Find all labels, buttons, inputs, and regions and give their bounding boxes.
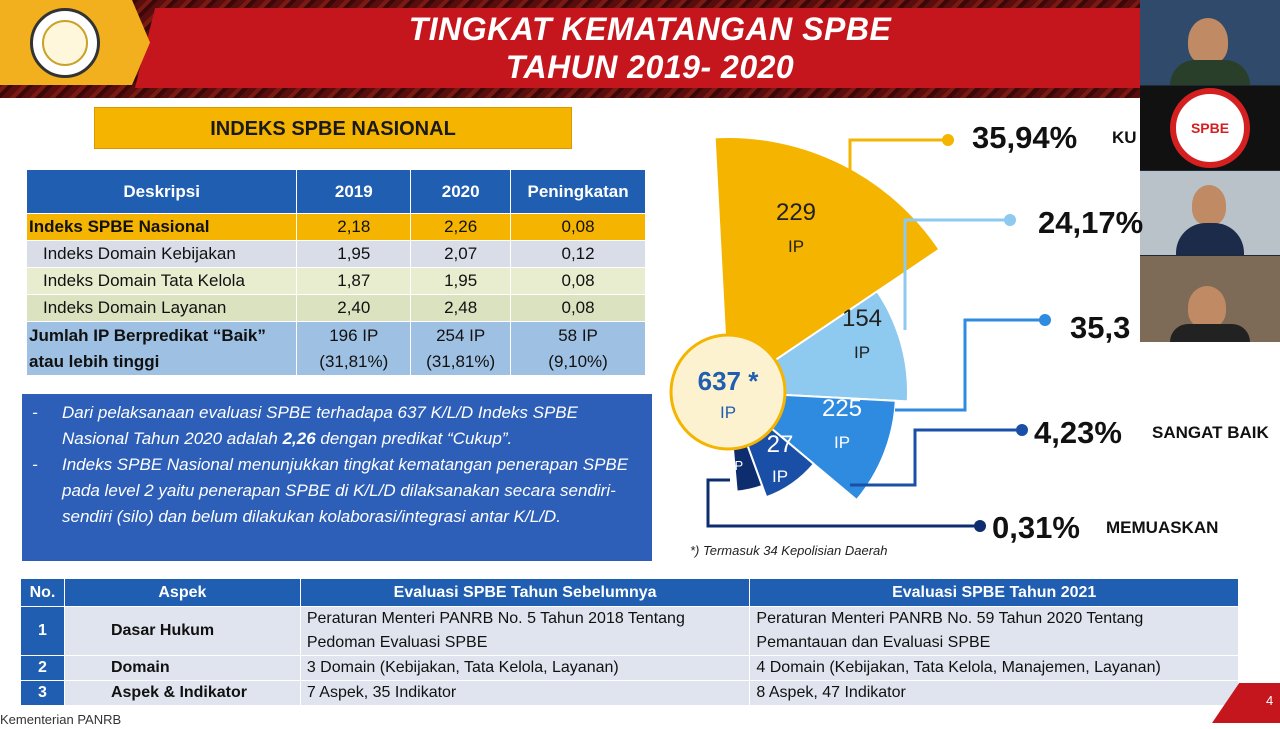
leader-dot-1: [1004, 214, 1016, 226]
center-value: 637 *: [697, 366, 759, 396]
note-item: [32, 452, 638, 530]
table-cell: 1,87: [297, 268, 411, 295]
ministry-logo: [30, 8, 100, 78]
note-text: Indeks SPBE Nasional menunjukkan tingkat kematangan penerapan SPBE pada level 2 yaitu penerapan SPBE di K/L/D dilaksanakan secara sendiri-sendiri (silo) dan belum dilakukan kolaborasi/integrasi antar K/L/D.: [62, 455, 629, 526]
slice-unit-0: IP: [787, 237, 805, 256]
pct-3: 4,23%: [1034, 415, 1122, 450]
table-header: Evaluasi SPBE Tahun 2021: [750, 579, 1239, 607]
table-cell: [511, 322, 646, 376]
table-row: [27, 214, 646, 241]
slice-value-3: 27: [766, 431, 794, 458]
table-header: Aspek: [64, 579, 300, 607]
table-row: [27, 268, 646, 295]
slice-value-1: 154: [841, 305, 883, 332]
pct-0: 35,94%: [972, 120, 1078, 155]
table-cell: 3 Domain (Kebijakan, Tata Kelola, Layanan): [300, 656, 750, 681]
spbe-logo: SPBE: [1170, 88, 1250, 168]
table-cell: 7 Aspek, 35 Indikator: [300, 681, 750, 706]
table-cell: 2,07: [411, 241, 511, 268]
table-cell: 2,40: [297, 295, 411, 322]
title-line-2: TAHUN 2019- 2020: [505, 49, 795, 85]
table-row: [27, 241, 646, 268]
table-cell: Dasar Hukum: [64, 607, 300, 656]
slice-unit-1: IP: [853, 343, 871, 362]
table-cell: Aspek & Indikator: [64, 681, 300, 706]
table-cell: Domain: [64, 656, 300, 681]
pct-label-3: SANGAT BAIK: [1152, 423, 1269, 442]
table-cell: 1,95: [297, 241, 411, 268]
table-cell: Indeks Domain Layanan: [27, 295, 297, 322]
slide-title: [320, 10, 980, 86]
table-row: [27, 295, 646, 322]
table-header: Evaluasi SPBE Tahun Sebelumnya: [300, 579, 750, 607]
table-cell: 3: [21, 681, 65, 706]
table-header: 2020: [411, 170, 511, 214]
table-cell: 0,08: [511, 295, 646, 322]
table-header: No.: [21, 579, 65, 607]
table-header: 2019: [297, 170, 411, 214]
table-cell: 2,18: [297, 214, 411, 241]
leader-dot-2: [1039, 314, 1051, 326]
table-cell: 0,08: [511, 268, 646, 295]
table-cell: 2,26: [411, 214, 511, 241]
slice-value-0: 229: [775, 199, 817, 226]
video-tile-3[interactable]: [1140, 171, 1280, 255]
pct-2: 35,3: [1070, 310, 1131, 345]
table-header: Deskripsi: [27, 170, 297, 214]
table-cell: Peraturan Menteri PANRB No. 5 Tahun 2018 Tentang Pedoman Evaluasi SPBE: [300, 607, 750, 656]
leader-dot-4: [974, 520, 986, 532]
table-cell: 8 Aspek, 47 Indikator: [750, 681, 1239, 706]
table-cell: 0,12: [511, 241, 646, 268]
table-cell: [297, 322, 411, 376]
cell-line: Jumlah IP Berpredikat “Baik”: [29, 325, 266, 345]
table-row: [27, 322, 646, 376]
note-text: Dari pelaksanaan evaluasi SPBE terhadapa 637 K/L/D Indeks SPBE Nasional Tahun 2020 adalah 2,26 dengan predikat “Cukup”.: [62, 403, 578, 448]
table-header-row: [27, 170, 646, 214]
note-dash: -: [32, 403, 38, 422]
cell-line: 254 IP: [436, 325, 486, 345]
table-cell: Indeks Domain Kebijakan: [27, 241, 297, 268]
table-header-row: [21, 579, 1239, 607]
table-cell: 2: [21, 656, 65, 681]
cell-line: atau lebih tinggi: [29, 351, 160, 371]
leader-dot-0: [942, 134, 954, 146]
slice-unit-4: IP: [730, 458, 744, 473]
table-row: [21, 656, 1239, 681]
table-cell: 0,08: [511, 214, 646, 241]
table-cell: 1: [21, 607, 65, 656]
table-cell: Indeks Domain Tata Kelola: [27, 268, 297, 295]
title-line-1: TINGKAT KEMATANGAN SPBE: [408, 11, 892, 47]
slice-unit-2: IP: [833, 433, 851, 452]
index-title: INDEKS SPBE NASIONAL: [94, 107, 572, 149]
comparison-table: [20, 578, 1239, 706]
footer-text: Kementerian PANRB: [0, 712, 122, 727]
pct-label-4: MEMUASKAN: [1106, 518, 1219, 537]
table-cell: [411, 322, 511, 376]
cell-line: 58 IP: [558, 325, 598, 345]
center-unit: IP: [719, 403, 737, 422]
pct-4: 0,31%: [992, 510, 1080, 545]
note-item: [32, 400, 638, 452]
index-table: [26, 169, 646, 376]
table-header: Peningkatan: [511, 170, 646, 214]
leader-dot-3: [1016, 424, 1028, 436]
pct-label-0: KU: [1112, 128, 1137, 147]
pct-1: 24,17%: [1038, 205, 1144, 240]
maturity-chart: [660, 100, 1140, 540]
table-row: [21, 681, 1239, 706]
video-tile-4[interactable]: [1140, 256, 1280, 342]
chart-footnote: *) Termasuk 34 Kepolisian Daerah: [690, 543, 888, 558]
table-cell: [27, 322, 297, 376]
table-row: [21, 607, 1239, 656]
table-cell: 4 Domain (Kebijakan, Tata Kelola, Manajemen, Layanan): [750, 656, 1239, 681]
cell-line: 196 IP: [329, 325, 379, 345]
notes-box: [22, 394, 652, 561]
table-cell: Peraturan Menteri PANRB No. 59 Tahun 2020 Tentang Pemantauan dan Evaluasi SPBE: [750, 607, 1239, 656]
table-cell: Indeks SPBE Nasional: [27, 214, 297, 241]
video-tile-1[interactable]: [1140, 0, 1280, 85]
note-dash: -: [32, 455, 38, 474]
page-number: 4: [1266, 693, 1274, 708]
table-cell: 2,48: [411, 295, 511, 322]
slice-unit-3: IP: [771, 467, 789, 486]
leader-line-2: [895, 320, 1045, 410]
logo-box: [0, 0, 150, 85]
table-cell: 1,95: [411, 268, 511, 295]
cell-line: (31,81%): [426, 351, 496, 371]
cell-line: (31,81%): [319, 351, 389, 371]
slice-value-2: 225: [821, 395, 863, 422]
cell-line: (9,10%): [548, 351, 608, 371]
